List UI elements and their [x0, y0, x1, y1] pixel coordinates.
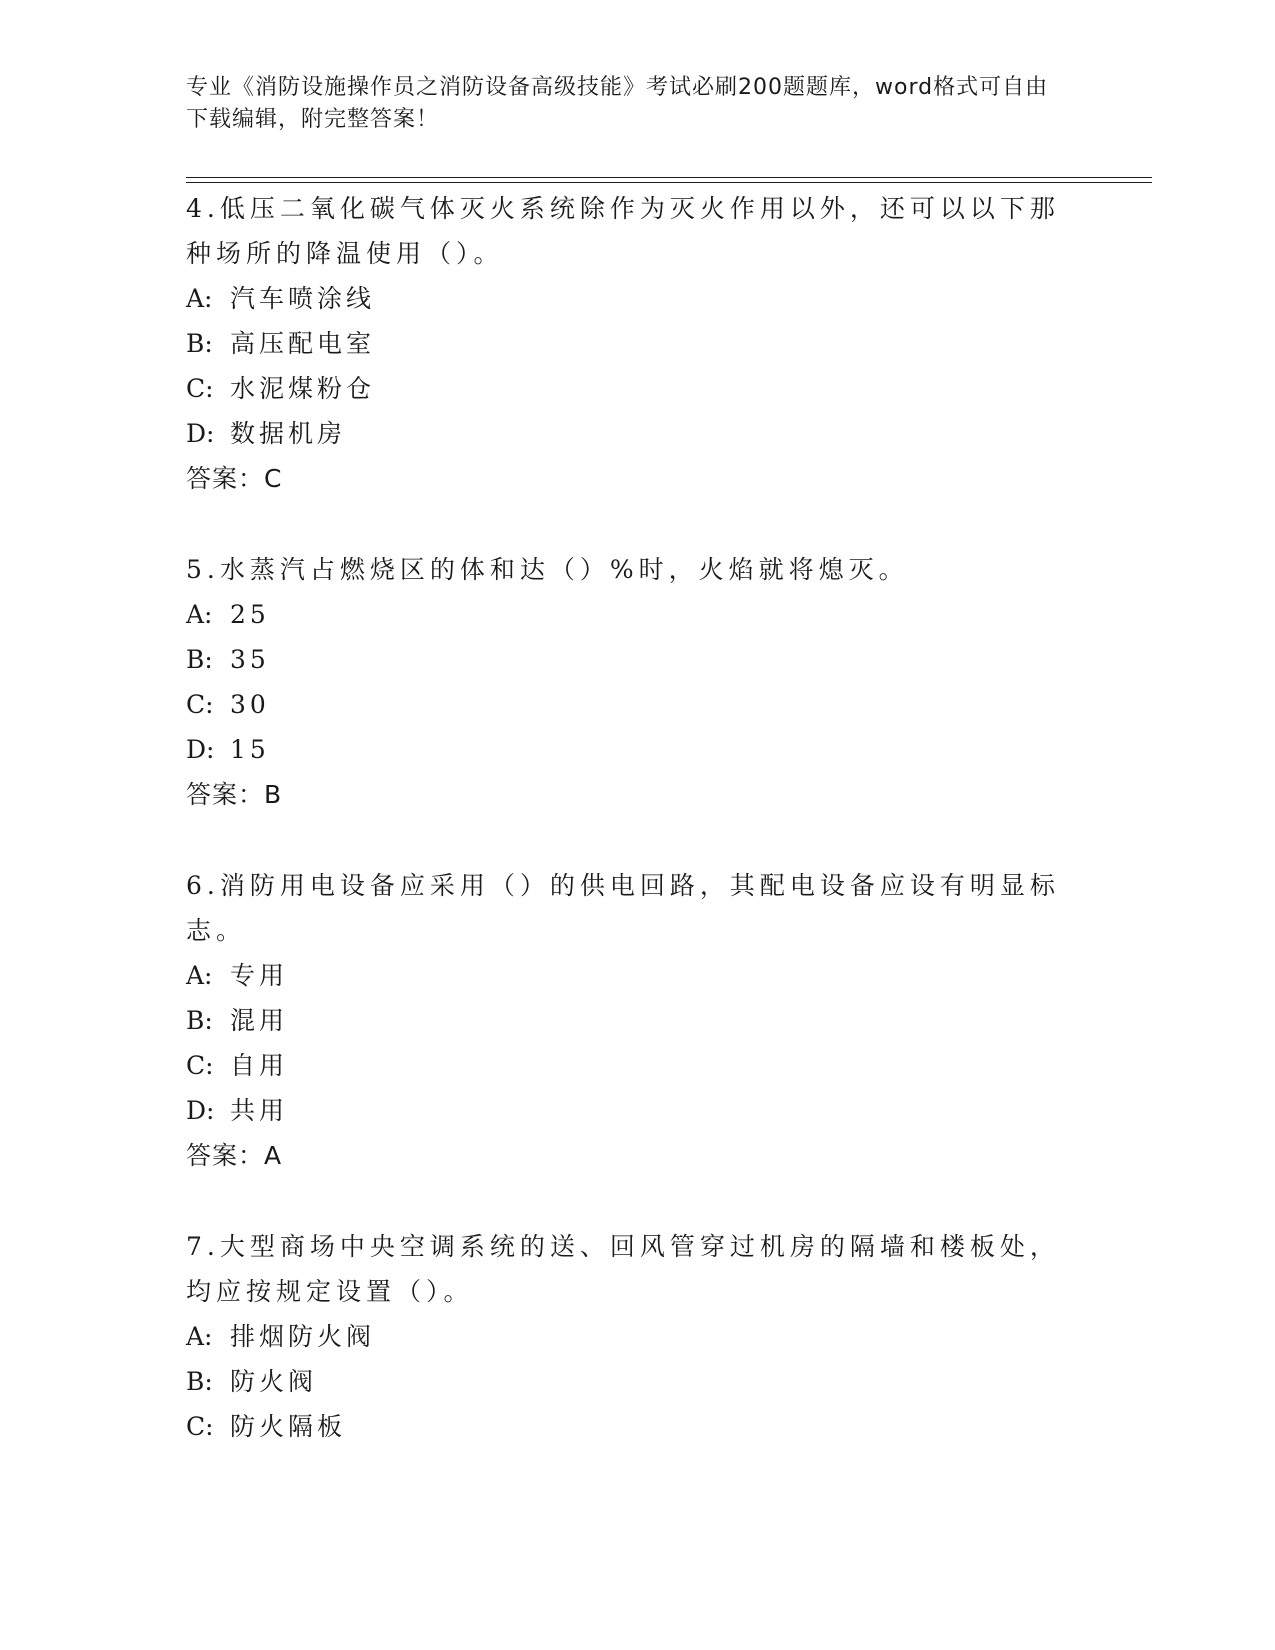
option-text: 专用	[230, 961, 289, 990]
option-text: 水泥煤粉仓	[230, 374, 376, 403]
option-letter: C:	[186, 374, 214, 403]
option-b	[186, 637, 1066, 682]
option-d	[186, 411, 1066, 456]
option-text: 防火隔板	[230, 1412, 347, 1441]
header-divider-top	[186, 177, 1152, 178]
option-c	[186, 366, 1066, 411]
question-5	[186, 547, 1066, 817]
answer-line: 答案：A	[186, 1141, 283, 1170]
option-letter: B:	[186, 645, 213, 674]
option-letter: A:	[186, 284, 213, 313]
option-text: 防火阀	[230, 1367, 318, 1396]
option-letter: C:	[186, 1412, 214, 1441]
option-a	[186, 953, 1066, 998]
document-header: 专业《消防设施操作员之消防设备高级技能》考试必刷200题题库，word格式可自由下载编辑，附完整答案！	[186, 75, 1049, 132]
option-letter: A:	[186, 961, 213, 990]
option-text: 30	[230, 690, 270, 719]
option-letter: B:	[186, 329, 213, 358]
option-text: 数据机房	[230, 419, 347, 448]
option-c	[186, 682, 1066, 727]
question-stem: 4.低压二氧化碳气体灭火系统除作为灭火作用以外，还可以以下那种场所的降温使用（）。	[186, 194, 1060, 268]
option-d	[186, 727, 1066, 772]
option-text: 15	[230, 735, 270, 764]
answer-line: 答案：C	[186, 464, 283, 493]
question-stem: 6.消防用电设备应采用（）的供电回路，其配电设备应设有明显标志。	[186, 871, 1060, 945]
option-a	[186, 592, 1066, 637]
option-letter: D:	[186, 419, 215, 448]
option-b	[186, 1359, 1066, 1404]
question-7	[186, 1224, 1066, 1449]
option-letter: B:	[186, 1367, 213, 1396]
option-b	[186, 998, 1066, 1043]
option-letter: C:	[186, 1051, 214, 1080]
option-text: 汽车喷涂线	[230, 284, 376, 313]
option-text: 高压配电室	[230, 329, 376, 358]
option-text: 混用	[230, 1006, 289, 1035]
option-b	[186, 321, 1066, 366]
option-d	[186, 1088, 1066, 1133]
option-letter: B:	[186, 1006, 213, 1035]
question-6	[186, 863, 1066, 1178]
option-letter: A:	[186, 600, 213, 629]
option-letter: D:	[186, 735, 215, 764]
question-stem: 5.水蒸汽占燃烧区的体和达（）%时，火焰就将熄灭。	[186, 555, 909, 584]
option-c	[186, 1043, 1066, 1088]
header-divider-bottom	[186, 182, 1152, 183]
option-text: 25	[230, 600, 270, 629]
question-stem: 7.大型商场中央空调系统的送、回风管穿过机房的隔墙和楼板处，均应按规定设置（）。	[186, 1232, 1060, 1306]
question-list	[186, 186, 1066, 1495]
option-letter: D:	[186, 1096, 215, 1125]
option-text: 自用	[230, 1051, 289, 1080]
option-c	[186, 1404, 1066, 1449]
option-text: 35	[230, 645, 270, 674]
option-letter: C:	[186, 690, 214, 719]
question-4	[186, 186, 1066, 501]
option-text: 排烟防火阀	[230, 1322, 376, 1351]
option-a	[186, 276, 1066, 321]
option-text: 共用	[230, 1096, 289, 1125]
option-a	[186, 1314, 1066, 1359]
answer-line: 答案：B	[186, 780, 283, 809]
option-letter: A:	[186, 1322, 213, 1351]
